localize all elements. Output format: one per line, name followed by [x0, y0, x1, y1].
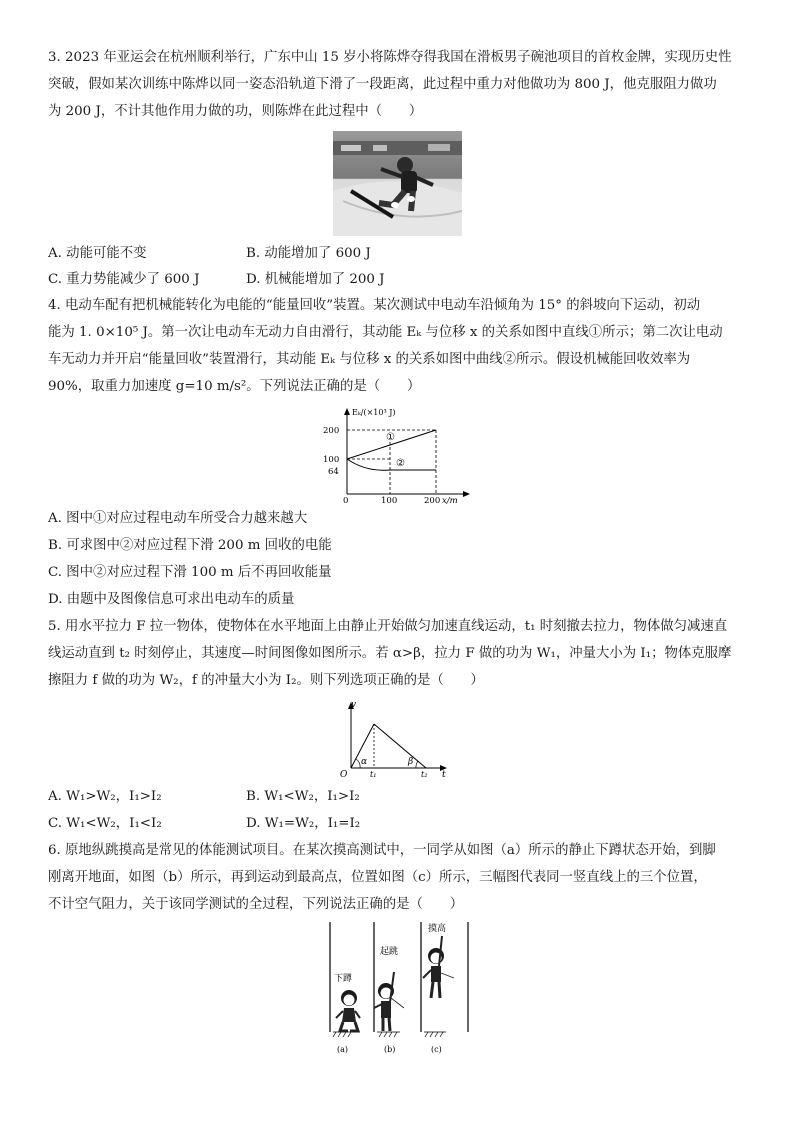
q6-line-2: 刚离开地面，如图（b）所示，再到运动到最高点，位置如图（c）所示，三幅图代表同一竖直线上的三个位置， [48, 870, 707, 885]
q3-option-a: A. 动能可能不变 [48, 246, 147, 261]
q3-option-d: D. 机械能增加了 200 J [246, 272, 385, 287]
beta-label: β [408, 757, 414, 767]
q3-option-b: B. 动能增加了 600 J [246, 246, 371, 261]
q3-line-3: 为 200 J，不计其他作用力做的功，则陈烨在此过程中（ ） [48, 104, 423, 119]
figure-c-reach [423, 936, 454, 998]
q4-line-3: 车无动力并开启“能量回收”装置滑行，其动能 Eₖ 与位移 x 的关系如图中曲线②所示。假设机械能回收效率为 [48, 352, 691, 367]
v-label: v [351, 700, 357, 710]
q4-option-d: D. 由题中及图像信息可求出电动车的质量 [48, 592, 295, 607]
q6-line-3: 不计空气阻力，关于该同学测试的全过程，下列说法正确的是（ ） [48, 897, 464, 912]
q3-option-c: C. 重力势能减少了 600 J [48, 272, 200, 287]
q5-option-d: D. W₁=W₂，I₁=I₂ [246, 816, 361, 831]
energy-displacement-graph [318, 402, 478, 504]
decel-segment [374, 724, 426, 768]
caption-c: (c) [431, 1045, 442, 1054]
y-tick-64: 64 [328, 467, 339, 477]
q5-option-c: C. W₁<W₂，I₁<I₂ [48, 816, 162, 831]
label-reach: 摸高 [428, 924, 447, 934]
t1-label: t₁ [370, 770, 377, 779]
origin-label: O [340, 770, 348, 780]
y-tick-200: 200 [323, 426, 340, 436]
alpha-arc [356, 759, 360, 768]
q5-option-b: B. W₁<W₂，I₁>I₂ [246, 789, 360, 804]
label-takeoff: 起跳 [380, 947, 399, 957]
x-axis-label: x/m [442, 496, 458, 504]
y-axis-arrow [344, 408, 350, 415]
q4-line-4: 90%，取重力加速度 g=10 m/s²。下列说法正确的是（ ） [48, 379, 421, 394]
curve-2 [347, 459, 436, 470]
q4-line-1: 4. 电动车配有把机械能转化为电能的“能量回收”装置。某次测试中电动车沿倾角为 15° 的斜坡向下运动，初动 [48, 298, 701, 313]
q5-option-a: A. W₁>W₂，I₁>I₂ [48, 789, 162, 804]
q3-line-2: 突破，假如某次训练中陈烨以同一姿态沿轨道下滑了一段距离，此过程中重力对他做功为 800 J，他克服阻力做功 [48, 77, 717, 92]
beta-arc [416, 761, 418, 768]
q6-line-1: 6. 原地纵跳摸高是常见的体能测试项目。在某次摸高测试中，一同学从如图（a）所示的静止下蹲状态开始，到脚 [48, 843, 716, 858]
y-axis-label: Eₖ/(×10³ J) [352, 408, 396, 417]
q4-option-a: A. 图中①对应过程电动车所受合力越来越大 [48, 511, 308, 526]
caption-b: (b) [384, 1045, 396, 1054]
x-axis-arrow [463, 491, 470, 497]
t-label: t [442, 770, 446, 780]
x-tick-0: 0 [343, 496, 349, 504]
q5-line-1: 5. 用水平拉力 F 拉一物体，使物体在水平地面上由静止开始做匀加速直线运动，t₁ 时刻撤去拉力，物体做匀减速直 [48, 619, 728, 634]
t2-label: t₂ [421, 770, 428, 779]
q4-line-2: 能为 1. 0×10⁵ J。第一次让电动车无动力自由滑行，其动能 Eₖ 与位移 x 的关系如图中直线①所示；第二次让电动 [48, 325, 723, 340]
x-tick-200: 200 [424, 496, 441, 504]
figure-a-crouch [336, 990, 360, 1031]
label-2: ② [396, 458, 405, 469]
label-1: ① [386, 432, 395, 443]
jump-figure [328, 918, 473, 1058]
q5-line-2: 线运动直到 t₂ 时刻停止，其速度—时间图像如图所示。若 α>β，拉力 F 做的功为 W₁，冲量大小为 I₁；物体克服摩 [48, 646, 732, 661]
skateboard-photo [333, 131, 462, 236]
velocity-time-graph [338, 698, 453, 780]
x-tick-100: 100 [381, 496, 398, 504]
alpha-label: α [361, 757, 368, 767]
label-crouch: 下蹲 [334, 974, 353, 984]
q4-option-c: C. 图中②对应过程下滑 100 m 后不再回收能量 [48, 565, 332, 580]
q3-line-1: 3. 2023 年亚运会在杭州顺利举行，广东中山 15 岁小将陈烨夺得我国在滑板男子碗池项目的首枚金牌，实现历史性 [48, 50, 732, 65]
caption-a: (a) [337, 1045, 349, 1054]
figure-b-takeoff [374, 972, 404, 1031]
q5-line-3: 擦阻力 f 做的功为 W₂，f 的冲量大小为 I₂。则下列选项正确的是（ ） [48, 673, 484, 688]
y-tick-100: 100 [323, 455, 340, 465]
q4-option-b: B. 可求图中②对应过程下滑 200 m 回收的电能 [48, 538, 332, 553]
